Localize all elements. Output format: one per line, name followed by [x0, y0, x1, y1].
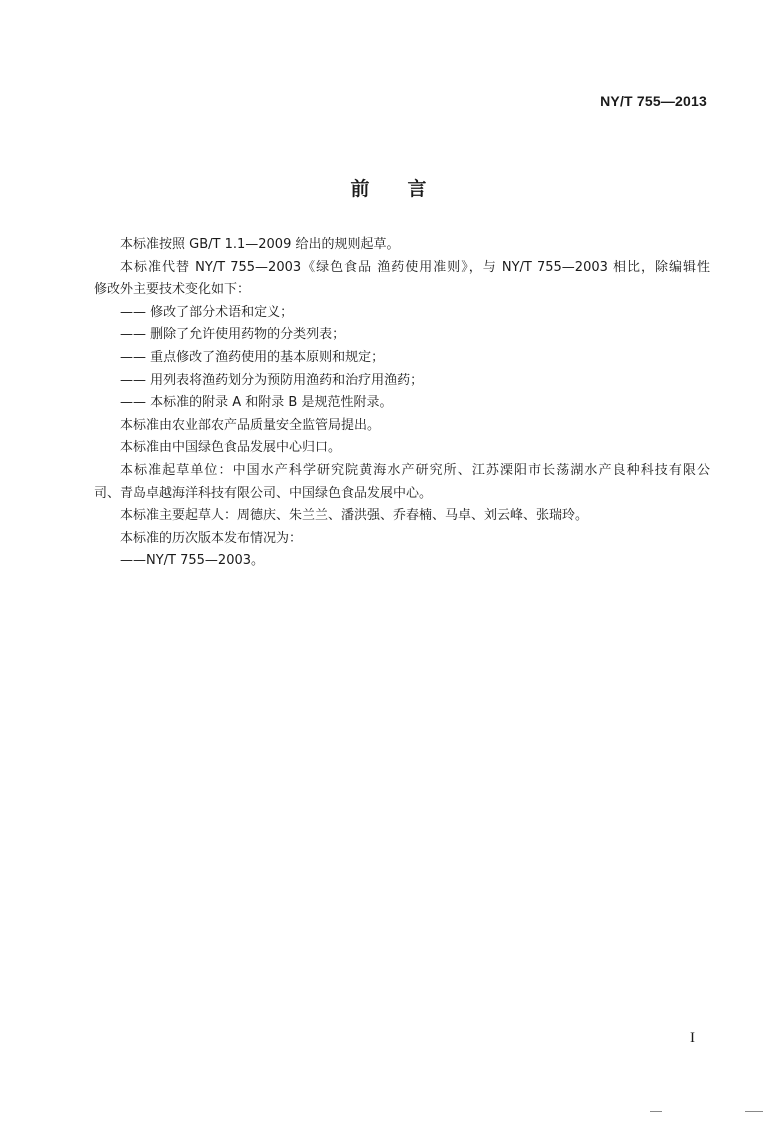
foreword-body: [94, 234, 710, 573]
page-number: I: [690, 1030, 695, 1046]
paragraph-replaces-line1: 本标准代替 NY/T 755—2003《绿色食品 渔药使用准则》，与 NY/T 755—2003 相比，除编辑性: [120, 259, 710, 275]
paragraph-drafting-rules: 本标准按照 GB/T 1.1—2009 给出的规则起草。: [120, 237, 400, 252]
page-title: 前言: [350, 178, 465, 200]
history-item: ——NY/T 755—2003。: [120, 553, 265, 569]
paragraph-drafting-units-line1: 本标准起草单位：中国水产科学研究院黄海水产研究所、江苏溧阳市长荡湖水产良种科技有限公: [120, 462, 710, 478]
change-item: —— 重点修改了渔药使用的基本原则和规定；: [120, 349, 385, 365]
paragraph-drafters: 本标准主要起草人：周德庆、朱兰兰、潘洪强、乔春楠、马卓、刘云峰、张瑞玲。: [120, 508, 589, 524]
paragraph-drafting-units-line2: 司、青岛卓越海洋科技有限公司、中国绿色食品发展中心。: [94, 485, 433, 501]
change-item: —— 修改了部分术语和定义；: [120, 304, 294, 320]
paragraph-history: 本标准的历次版本发布情况为：: [120, 530, 303, 546]
change-item: —— 删除了允许使用药物的分类列表；: [120, 327, 346, 343]
change-item: —— 本标准的附录 A 和附录 B 是规范性附录。: [120, 395, 393, 411]
scan-artifact-line: [650, 1111, 662, 1112]
standard-number: NY/T 755—2013: [600, 93, 707, 109]
paragraph-proposed-by: 本标准由农业部农产品质量安全监管局提出。: [120, 417, 381, 433]
paragraph-centralized-by: 本标准由中国绿色食品发展中心归口。: [120, 440, 342, 456]
change-item: —— 用列表将渔药划分为预防用渔药和治疗用渔药；: [120, 372, 424, 388]
paragraph-replaces-line2: 修改外主要技术变化如下：: [94, 282, 251, 298]
scan-artifact-line: [745, 1111, 763, 1112]
